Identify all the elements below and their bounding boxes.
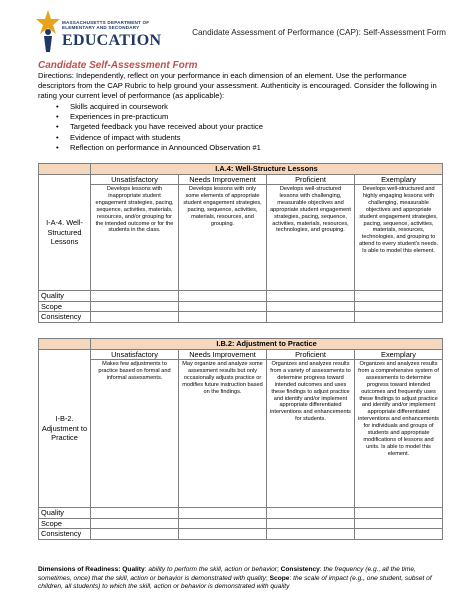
page-header <box>36 8 446 54</box>
rubric-table-ib2 <box>38 338 443 540</box>
rubric-table-ia4 <box>38 163 443 323</box>
footnote-consistency-def: the frequency (e.g., all the time, sometimes, once) that the skill, action or behavior is demonstrated with quality <box>38 566 416 582</box>
rating-cell-exemplary[interactable] <box>355 301 443 312</box>
rating-cell-proficient[interactable] <box>267 291 355 302</box>
descriptor-proficient: Organizes and analyzes results from a variety of assessments to determine progress toward intended outcomes and uses these findings to adjust practice and identify and/or implement appropriate differentiated interventions and enhancements for students. <box>267 360 355 508</box>
element-cell: I-B-2. Adjustment to Practice <box>39 350 91 508</box>
rating-label-scope: Scope <box>39 301 91 312</box>
rating-cell-proficient[interactable] <box>267 518 355 529</box>
level-header-exemplary: Exemplary <box>355 175 443 185</box>
descriptor-needs-improvement: May organize and analyze some assessment results but only occasionally adjusts practice or modifies future instruction based on the findings. <box>179 360 267 508</box>
rating-cell-unsatisfactory[interactable] <box>91 312 179 323</box>
rating-cell-unsatisfactory[interactable] <box>91 518 179 529</box>
rating-cell-proficient[interactable] <box>267 312 355 323</box>
rating-label-quality: Quality <box>39 291 91 302</box>
descriptor-unsatisfactory: Makes few adjustments to practice based on formal and informal assessments. <box>91 360 179 508</box>
directions-text: Directions: Independently, reflect on your performance in each dimension of an element. Use the performance descriptors from the CAP Rubric to help ground your assessment. Authenticity is encouraged. Consider the following in rating your current level of performance (as applicable): <box>38 71 437 101</box>
rating-cell-exemplary[interactable] <box>355 529 443 540</box>
rating-cell-needs-improvement[interactable] <box>179 312 267 323</box>
list-item: • Targeted feedback you have received about your practice <box>56 122 436 132</box>
list-item: • Reflection on performance in Announced Observation #1 <box>56 143 436 153</box>
list-item: • Experiences in pre-practicum <box>56 112 436 122</box>
table-corner <box>39 339 91 350</box>
rating-cell-exemplary[interactable] <box>355 518 443 529</box>
rating-cell-needs-improvement[interactable] <box>179 508 267 519</box>
rating-cell-proficient[interactable] <box>267 508 355 519</box>
footnote-quality-term: Quality <box>122 566 145 573</box>
star-figure-icon <box>36 10 60 52</box>
dese-logo <box>36 8 166 54</box>
rating-cell-needs-improvement[interactable] <box>179 518 267 529</box>
descriptor-exemplary: Organizes and analyzes results from a comprehensive system of assessments to determine progress toward intended outcomes and frequently uses these findings to adjust practice and identify and/or implement appropriate differentiated interventions and enhancements for individuals and groups of students and appropriate modifications of lessons and units. Is able to model this element. <box>355 360 443 508</box>
descriptor-proficient: Develops well-structured lessons with challenging, measurable objectives and appropriate student engagement strategies, pacing, sequence, activities, materials, resources, technologies, and grouping. <box>267 185 355 291</box>
level-header-proficient: Proficient <box>267 175 355 185</box>
level-header-unsatisfactory: Unsatisfactory <box>91 350 179 360</box>
rating-cell-proficient[interactable] <box>267 529 355 540</box>
rating-cell-exemplary[interactable] <box>355 291 443 302</box>
logo-department-text: MASSACHUSETTS DEPARTMENT OF ELEMENTARY AND SECONDARY <box>62 20 150 31</box>
table-corner <box>39 164 91 175</box>
consideration-list <box>56 102 436 153</box>
rating-label-consistency: Consistency <box>39 312 91 323</box>
footnote-scope-term: Scope <box>269 574 290 582</box>
level-header-needs-improvement: Needs Improvement <box>179 175 267 185</box>
rating-cell-needs-improvement[interactable] <box>179 301 267 312</box>
rating-cell-needs-improvement[interactable] <box>179 529 267 540</box>
section-title: Candidate Self-Assessment Form <box>38 60 198 71</box>
list-item: • Evidence of impact with students <box>56 133 436 143</box>
rating-cell-unsatisfactory[interactable] <box>91 291 179 302</box>
rating-cell-unsatisfactory[interactable] <box>91 508 179 519</box>
rating-cell-needs-improvement[interactable] <box>179 291 267 302</box>
rating-cell-unsatisfactory[interactable] <box>91 529 179 540</box>
logo-education-text: EDUCATION <box>62 32 162 49</box>
descriptor-needs-improvement: Develops lessons with only some elements of appropriate student engagement strategies, pacing, sequence, activities, materials, resources, and grouping. <box>179 185 267 291</box>
descriptor-unsatisfactory: Develops lessons with inappropriate student engagement strategies, pacing, sequence, activities, materials, resources, and/or grouping for the intended outcome or for the students in the class. <box>91 185 179 291</box>
table-title: I.B.2: Adjustment to Practice <box>91 339 443 350</box>
rating-label-scope: Scope <box>39 518 91 529</box>
level-header-unsatisfactory: Unsatisfactory <box>91 175 179 185</box>
level-header-exemplary: Exemplary <box>355 350 443 360</box>
level-header-needs-improvement: Needs Improvement <box>179 350 267 360</box>
list-item: • Skills acquired in coursework <box>56 102 436 112</box>
dimensions-footnote: Dimensions of Readiness: Quality: ability to perform the skill, action or behavior; Consistency: the frequency (e.g., all the time, sometimes, once) that the skill, action or behavior is demonstrated with quality; Scope: the scale of impact (e.g., one student, subset of children, all students) to which the skill, action or behavior is demonstrated with quality <box>38 566 432 591</box>
footnote-quality-def: ability to perform the skill, action or behavior <box>148 566 277 573</box>
rating-cell-proficient[interactable] <box>267 301 355 312</box>
footnote-consistency-term: Consistency <box>280 566 320 573</box>
table-title: I.A.4: Well-Structure Lessons <box>91 164 443 175</box>
element-cell: I-A-4. Well-Structured Lessons <box>39 175 91 291</box>
footnote-label: Dimensions of Readiness <box>38 566 119 573</box>
level-header-proficient: Proficient <box>267 350 355 360</box>
rating-cell-exemplary[interactable] <box>355 312 443 323</box>
footnote-scope-def: the scale of impact (e.g., one student, subset of children, all students) to which the skill, action or behavior is demonstrated with quality <box>38 574 432 591</box>
rating-cell-unsatisfactory[interactable] <box>91 301 179 312</box>
rating-label-quality: Quality <box>39 508 91 519</box>
descriptor-exemplary: Develops well-structured and highly engaging lessons with challenging, measurable objectives and appropriate student engagement strategies, pacing, sequence, activities, materials, resources, technologies, and grouping to attend to every student's needs. Is able to model this element. <box>355 185 443 291</box>
rating-cell-exemplary[interactable] <box>355 508 443 519</box>
rating-label-consistency: Consistency <box>39 529 91 540</box>
document-title: Candidate Assessment of Performance (CAP): Self-Assessment Form <box>192 28 446 37</box>
